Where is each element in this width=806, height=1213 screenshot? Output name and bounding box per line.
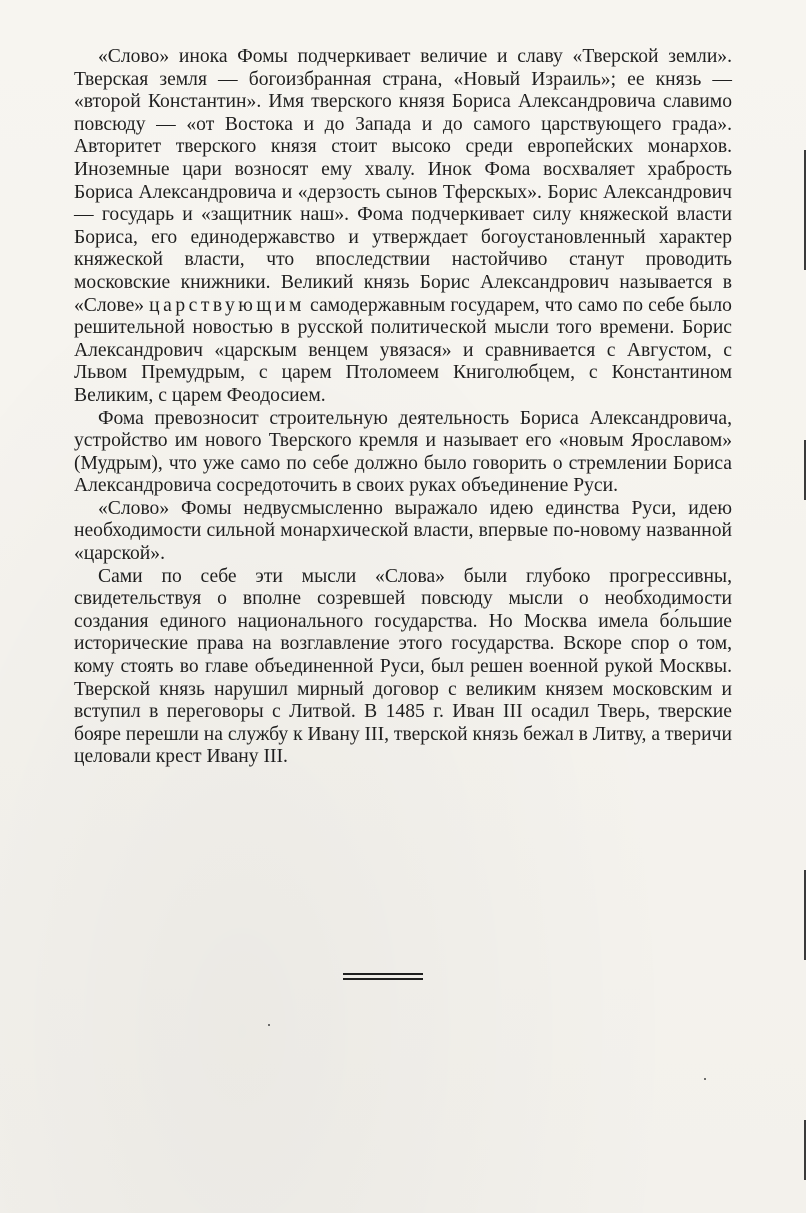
paragraph-1-text-b: самодержавным государем, что само по себе было решительной новостью в русской политической мысли того времени. Борис Александрович «царскым венцем увязася» и сравнивается с Августом, с Львом Премудрым, с царем Птоломеем Книголюбцем, с Константином Великим, с царем Феодосием. bbox=[74, 294, 732, 406]
paragraph-1-spaced-word: царствующим bbox=[149, 294, 305, 316]
paragraph-4-text: Сами по себе эти мысли «Слова» были глубоко прогрессивны, свидетельствуя о вполне созревшей повсюду мысли о необходимости создания единого национального государства. Но Москва имела бо́льшие исторические права на возглавление этого государства. Вскоре спор о том, кому стоять во главе объединенной Руси, был решен военной рукой Москвы. Тверской князь нарушил мирный договор с великим князем московским и вступил в переговоры с Литвой. В 1485 г. Иван III осадил Тверь, тверские бояре перешли на службу к Ивану III, тверской князь бежал в Литву, а тверичи целовали крест Ивану III. bbox=[74, 565, 732, 768]
paragraph-3-text: «Слово» Фомы недвусмысленно выражало идею единства Руси, идею необходимости сильной монархической власти, впервые по-новому названной «царской». bbox=[74, 497, 732, 565]
paragraph-2-text: Фома превозносит строительную деятельность Бориса Александровича, устройство им нового Тверского кремля и называет его «новым Ярославом» (Мудрым), что уже само по себе должно было говорить о стремлении Бориса Александровича сосредоточить в своих руках объединение Руси. bbox=[74, 407, 732, 497]
section-divider bbox=[343, 973, 423, 983]
paragraph-4 bbox=[74, 566, 732, 769]
scan-speck bbox=[268, 1024, 270, 1026]
paragraph-1-text-a: «Слово» инока Фомы подчеркивает величие и славу «Тверской земли». Тверская земля — богоизбранная страна, «Новый Израиль»; ее князь — «второй Константин». Имя тверского князя Бориса Александровича славимо повсюду — «от Востока и до Запада и до самого царствующего града». Авторитет тверского князя стоит высоко среди европейских монархов. Иноземные цари возносят ему хвалу. Инок Фома восхваляет храбрость Бориса Александровича и «дерзость сынов Тферскых». Борис Александрович — государь и «защитник наш». Фома подчеркивает силу княжеской власти Бориса, его единодержавство и утверждает богоустановленный характер княжеской власти, что впоследствии настойчиво станут проводить московские книжники. Великий князь Борис Александрович называется в «Слове» bbox=[74, 46, 732, 316]
divider-line-bottom bbox=[343, 978, 423, 980]
scan-speck bbox=[704, 1078, 706, 1080]
paragraph-2 bbox=[74, 408, 732, 498]
paragraph-3 bbox=[74, 498, 732, 566]
body-text bbox=[74, 46, 732, 769]
divider-line-top bbox=[343, 973, 423, 975]
paragraph-1 bbox=[74, 46, 732, 408]
